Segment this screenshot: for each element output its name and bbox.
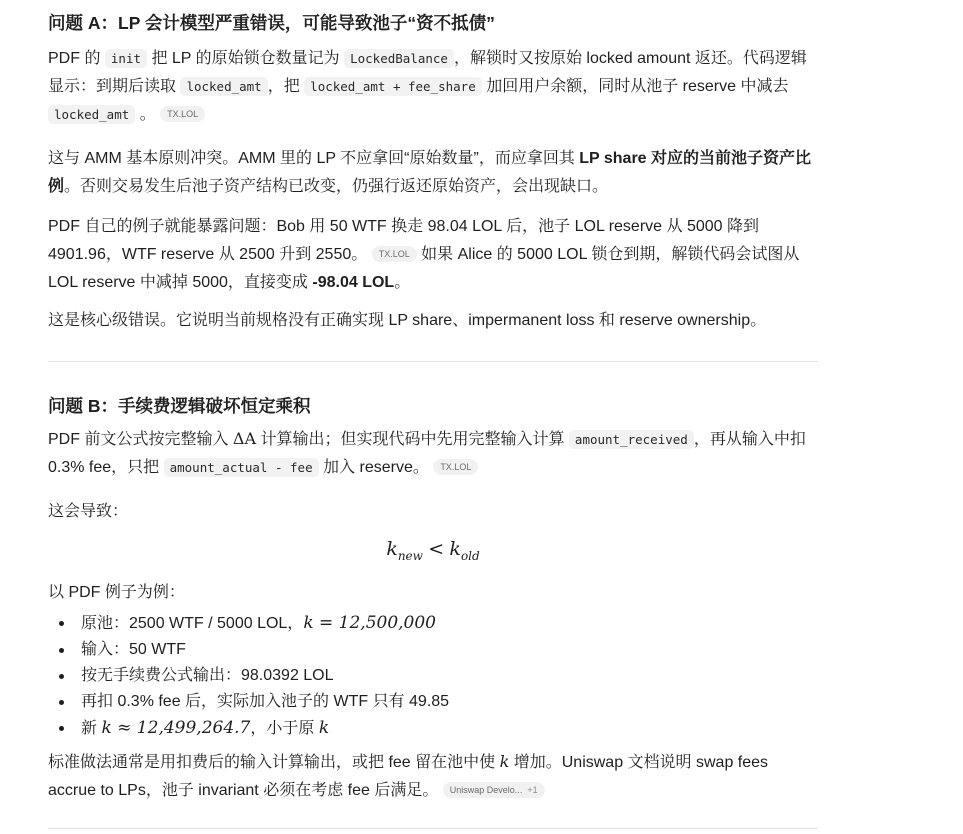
- section-a-paragraph-2: [48, 145, 818, 201]
- section-b-title: 问题 B：手续费逻辑破坏恒定乘积: [48, 396, 311, 416]
- chip-label: Uniswap Develo...: [449, 785, 523, 795]
- example-list: [48, 610, 818, 742]
- text: 这与 AMM 基本原则冲突。AMM 里的 LP 不应拿回“原始数量”，而应拿回其: [48, 150, 580, 167]
- text: 把 LP 的原始锁仓数量记为: [147, 50, 345, 67]
- list-item: [48, 715, 818, 742]
- list-item: [48, 663, 818, 689]
- section-b-paragraph-3: 以 PDF 例子为例：: [48, 584, 185, 601]
- text: ，把: [267, 78, 305, 95]
- section-a-paragraph-3: [48, 213, 818, 297]
- math-k: k: [499, 752, 510, 771]
- math-expression: k ≈ 12,499,264.7: [101, 718, 251, 738]
- bold-text: -98.04 LOL: [312, 274, 395, 291]
- text: 计算输出；但实现代码中先用完整输入计算: [256, 431, 569, 448]
- text: 再扣 0.3% fee 后，实际加入池子的 WTF 只有 49.85: [81, 693, 450, 710]
- text: 增加。Uniswap 文档说明 swap fees accrue to LPs，池子 invariant 必须在考虑 fee 后满足。: [48, 754, 769, 799]
- section-a-paragraph-1: [48, 45, 818, 129]
- text: ，小于原: [250, 720, 319, 737]
- text: 如果 Alice 的 5000 LOL 锁仓到期，解锁代码会试图从 LOL reserve 中减掉 5000，直接变成: [48, 246, 800, 291]
- inline-code: init: [105, 49, 147, 68]
- math-k: k: [449, 538, 461, 560]
- section-a-paragraph-4: 这是核心级错误。它说明当前规格没有正确实现 LP share、impermanent loss 和 reserve ownership。: [48, 312, 767, 329]
- text: 按无手续费公式输出：98.0392 LOL: [81, 667, 334, 684]
- inline-code: locked_amt: [48, 105, 135, 124]
- text: 加入 reserve。: [318, 459, 434, 476]
- text: ，再从输入中扣 0.3% fee，只把: [48, 431, 806, 476]
- section-b-paragraph-2: 这会导致：: [48, 503, 129, 520]
- math-expression: k = 12,500,000: [303, 613, 437, 633]
- source-chip[interactable]: TX.LOL: [433, 459, 478, 475]
- text: PDF 前文公式按完整输入: [48, 431, 233, 448]
- text: PDF 的: [48, 50, 105, 67]
- text: PDF 自己的例子就能暴露问题：Bob 用 50 WTF 换走 98.04 LOL 后，池子 LOL reserve 从 5000 降到 4901.96，WTF reserve 从 2500 升到 2550。: [48, 218, 759, 263]
- text: 。: [135, 106, 156, 123]
- section-divider: [48, 828, 818, 829]
- bold-text: LP share 对应的当前池子资产比例: [48, 150, 812, 195]
- inline-code: locked_amt + fee_share: [304, 77, 482, 96]
- inequality-equation: [48, 538, 818, 563]
- math-k: k: [386, 538, 398, 560]
- source-chip[interactable]: [443, 782, 545, 798]
- math-delta-a: ΔA: [232, 429, 257, 448]
- math-subscript: new: [397, 548, 423, 563]
- math-subscript: old: [460, 548, 480, 563]
- section-b-paragraph-1: [48, 425, 818, 482]
- text: 标准做法通常是用扣费后的输入计算输出，或把 fee 留在池中使: [48, 754, 500, 771]
- math-operator: <: [428, 538, 445, 560]
- inline-code: LockedBalance: [344, 49, 454, 68]
- text: 输入：50 WTF: [81, 641, 186, 658]
- list-item: [48, 637, 818, 663]
- text: 新: [81, 720, 102, 737]
- chip-more-count: +1: [527, 785, 538, 795]
- inline-code: amount_actual - fee: [164, 458, 319, 477]
- text: 原池：2500 WTF / 5000 LOL，: [81, 615, 304, 632]
- section-divider: [48, 361, 818, 362]
- source-chip[interactable]: TX.LOL: [160, 106, 205, 122]
- inline-code: locked_amt: [180, 77, 267, 96]
- math-k: k: [318, 718, 330, 738]
- source-chip[interactable]: TX.LOL: [372, 246, 417, 262]
- text: 。: [394, 274, 411, 291]
- text: ，解锁时又按原始 locked amount 返还。代码逻辑显示：到期后读取: [48, 50, 807, 95]
- section-b-paragraph-4: [48, 748, 818, 805]
- list-item: [48, 610, 818, 637]
- inline-code: amount_received: [569, 430, 694, 449]
- list-item: [48, 689, 818, 715]
- text: 。否则交易发生后池子资产结构已改变，仍强行返还原始资产，会出现缺口。: [64, 178, 609, 195]
- section-a-title: 问题 A：LP 会计模型严重错误，可能导致池子“资不抵债”: [48, 13, 495, 33]
- text: 加回用户余额，同时从池子 reserve 中减去: [481, 78, 789, 95]
